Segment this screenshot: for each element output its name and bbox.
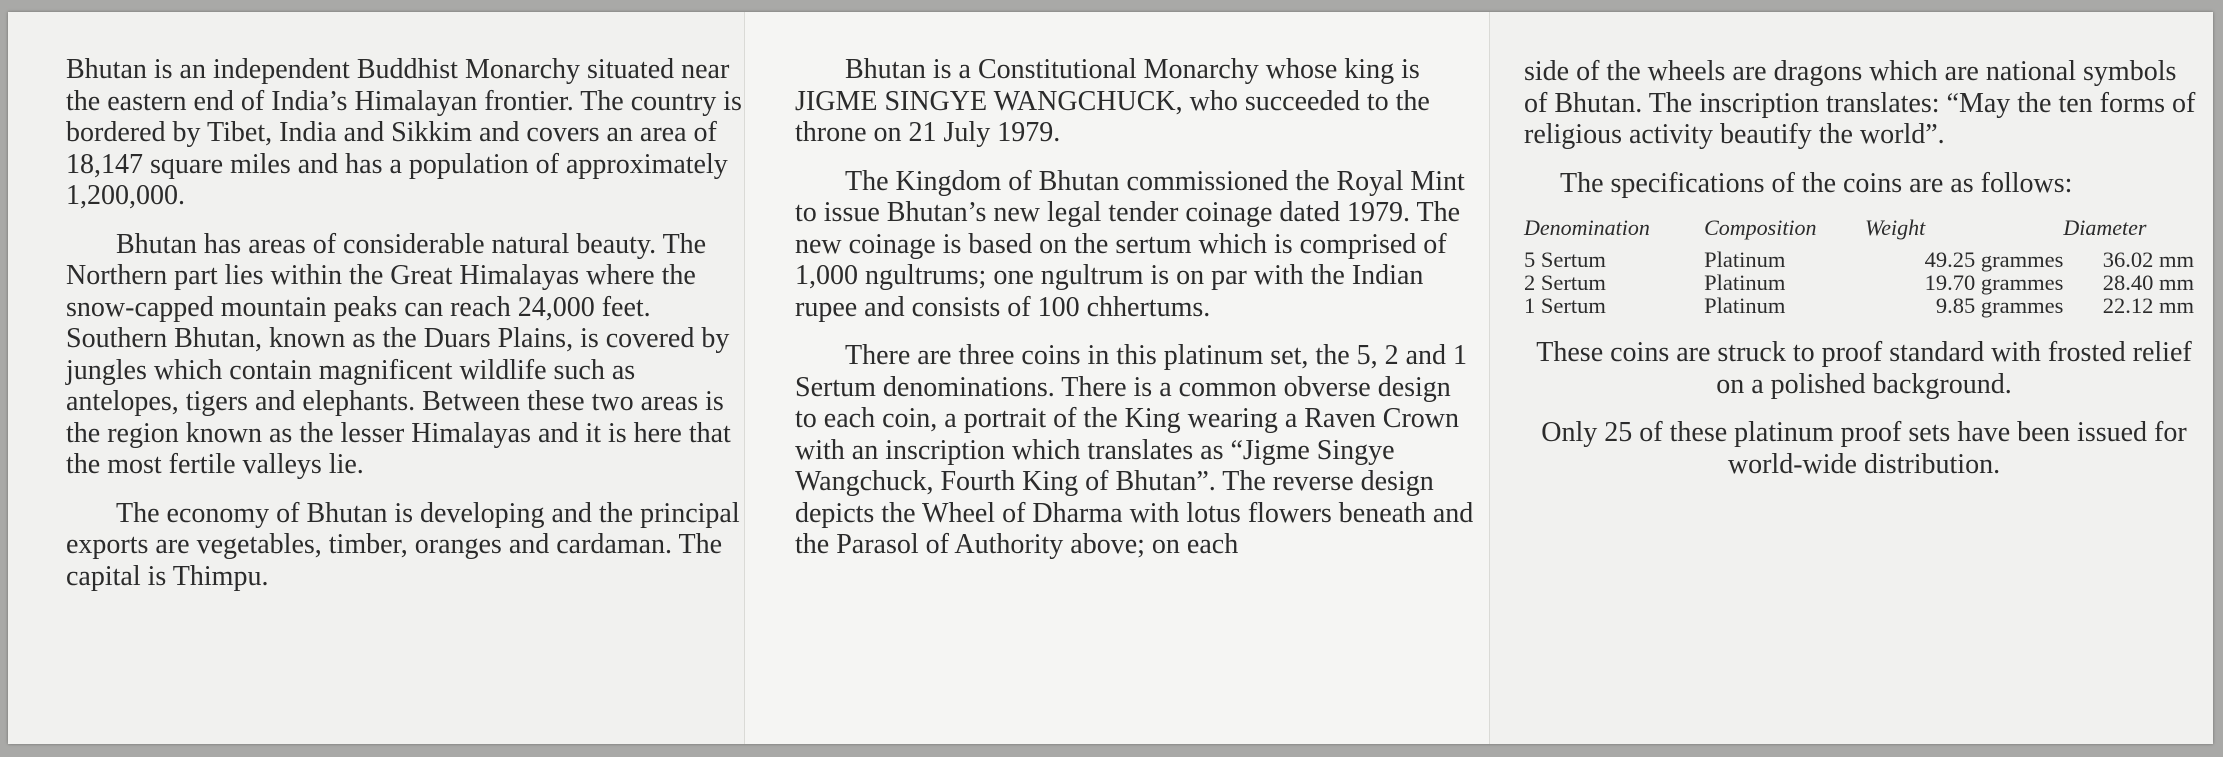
design-continuation: side of the wheels are dragons which are national symbols of Bhutan. The inscription translates: “May the ten forms of religious activity beautify the world”. (1524, 56, 2196, 150)
header-composition: Composition (1704, 215, 1817, 240)
denomination-cell: 5 Sertum (1524, 247, 1606, 272)
table-row (1524, 271, 2194, 294)
composition-cell: Platinum (1704, 247, 1786, 272)
economy-paragraph: The economy of Bhutan is developing and the principal exports are vegetables, timber, oranges and cardaman. The capital is Thimpu. (66, 497, 740, 592)
left-column (66, 54, 746, 609)
diameter-cell: 22.12 mm (2102, 293, 2194, 318)
middle-column (795, 54, 1475, 578)
coinage-paragraph: The Kingdom of Bhutan commissioned the Royal Mint to issue Bhutan’s new legal tender coinage dated 1979. The new coinage is based on the sertum which is comprised of 1,000 ngultrums; one ngultrum is on par with the Indian rupee and consists of 100 chhertums. (795, 165, 1465, 323)
header-denomination: Denomination (1524, 215, 1650, 240)
intro-paragraph: Bhutan is an independent Buddhist Monarchy situated near the eastern end of India’s Himalayan frontier. The country is bordered by Tibet, India and Sikkim and covers an area of 18,147 square miles and has a population of approximately 1,200,000. (66, 54, 742, 211)
diameter-cell: 28.40 mm (2102, 270, 2194, 295)
brochure-card (8, 12, 2213, 744)
diameter-cell: 36.02 mm (2102, 247, 2194, 272)
specifications-table (1524, 216, 2194, 317)
composition-cell: Platinum (1704, 293, 1786, 318)
spec-intro: The specifications of the coins are as follows: (1560, 167, 2073, 199)
weight-cell: 19.70 grammes (1924, 270, 2064, 295)
weight-cell: 9.85 grammes (1935, 293, 2064, 318)
left-panel (8, 12, 744, 744)
table-row (1524, 248, 2194, 271)
header-diameter: Diameter (2063, 215, 2147, 240)
denomination-cell: 1 Sertum (1524, 293, 1606, 318)
header-weight: Weight (1864, 215, 1926, 240)
weight-cell: 49.25 grammes (1924, 247, 2064, 272)
table-row (1524, 294, 2194, 317)
issue-paragraph: Only 25 of these platinum proof sets have been issued for world-wide distribution. (1541, 417, 2187, 480)
table-header-row (1524, 216, 2194, 248)
monarchy-paragraph: Bhutan is a Constitutional Monarchy whose king is JIGME SINGYE WANGCHUCK, who succeeded to the throne on 21 July 1979. (795, 54, 1430, 148)
composition-cell: Platinum (1704, 270, 1786, 295)
middle-panel (744, 12, 1490, 744)
right-panel (1488, 12, 2213, 744)
design-paragraph: There are three coins in this platinum set, the 5, 2 and 1 Sertum denominations. There is a common obverse design to each coin, a portrait of the King wearing a Raven Crown with an inscription which translates as “Jigme Singye Wangchuck, Fourth King of Bhutan”. The reverse design depicts the Wheel of Dharma with lotus flowers beneath and the Parasol of Authority above; on each (795, 340, 1474, 560)
right-column (1524, 56, 2204, 497)
denomination-cell: 2 Sertum (1524, 270, 1606, 295)
proof-paragraph: These coins are struck to proof standard with frosted relief on a polished background. (1536, 337, 2192, 400)
geography-paragraph: Bhutan has areas of considerable natural beauty. The Northern part lies within the Great Himalayas where the snow-capped mountain peaks can reach 24,000 feet. Southern Bhutan, known as the Duars Plains, is covered by jungles which contain magnificent wildlife such as antelopes, tigers and elephants. Between these two areas is the region known as the lesser Himalayas and it is here that the most fertile valleys lie. (66, 228, 731, 480)
